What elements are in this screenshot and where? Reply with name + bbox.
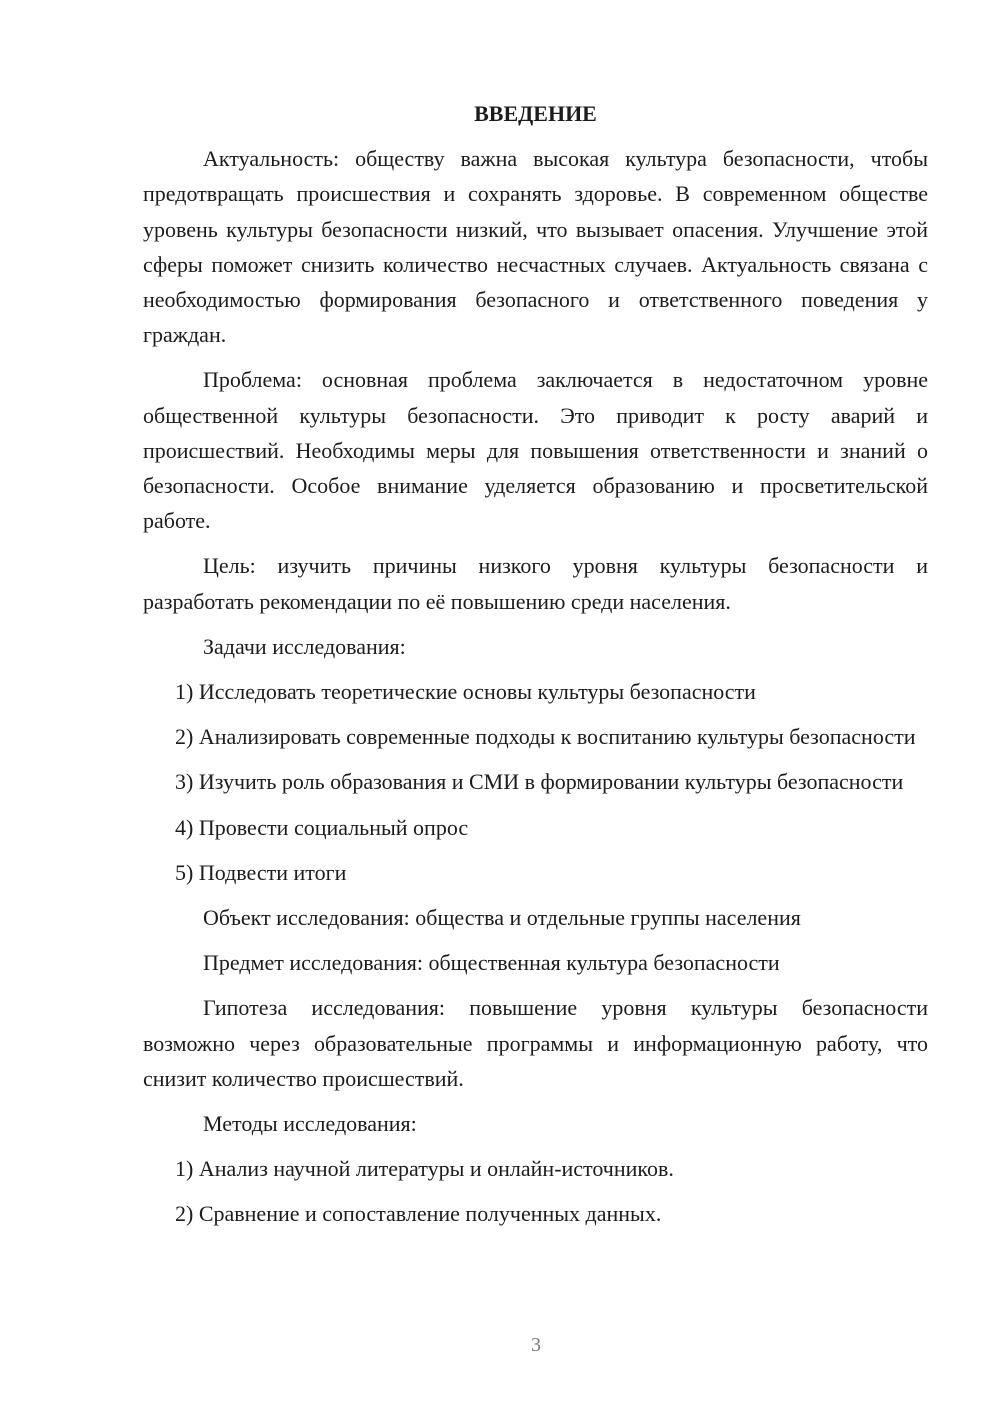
subject-paragraph: Предмет исследования: общественная культура безопасности [203,950,780,976]
tasks-heading: Задачи исследования: [203,633,406,659]
page-content [143,96,928,1242]
method-item: 1) Анализ научной литературы и онлайн-источников. [175,1156,674,1182]
task-item: 4) Провести социальный опрос [175,814,469,840]
task-item: 2) Анализировать современные подходы к воспитанию культуры безопасности [175,724,916,750]
hypothesis-paragraph: Гипотеза исследования: повышение уровня культуры безопасности возможно через образовательные программы и информационную работу, что снизит количество происшествий. [143,995,928,1091]
section-title: ВВЕДЕНИЕ [474,101,597,126]
goal-paragraph: Цель: изучить причины низкого уровня культуры безопасности и разработать рекомендации по её повышению среди населения. [143,553,928,614]
relevance-paragraph: Актуальность: обществу важна высокая культура безопасности, чтобы предотвращать происшествия и сохранять здоровье. В современном обществе уровень культуры безопасности низкий, что вызывает опасения. Улучшение этой сферы поможет снизить количество несчастных случаев. Актуальность связана с необходимостью формирования безопасного и ответственного поведения у граждан. [143,146,928,348]
task-item: 3) Изучить роль образования и СМИ в формировании культуры безопасности [175,769,904,795]
object-paragraph: Объект исследования: общества и отдельные группы населения [203,905,801,931]
page-number: 3 [531,1334,541,1356]
problem-paragraph: Проблема: основная проблема заключается в недостаточном уровне общественной культуры безопасности. Это приводит к росту аварий и происшествий. Необходимы меры для повышения ответственности и знаний о безопасности. Особое внимание уделяется образованию и просветительской работе. [143,367,928,534]
task-item: 1) Исследовать теоретические основы культуры безопасности [175,679,756,705]
methods-heading: Методы исследования: [203,1111,417,1137]
task-item: 5) Подвести итоги [175,859,347,885]
method-item: 2) Сравнение и сопоставление полученных данных. [175,1201,662,1227]
